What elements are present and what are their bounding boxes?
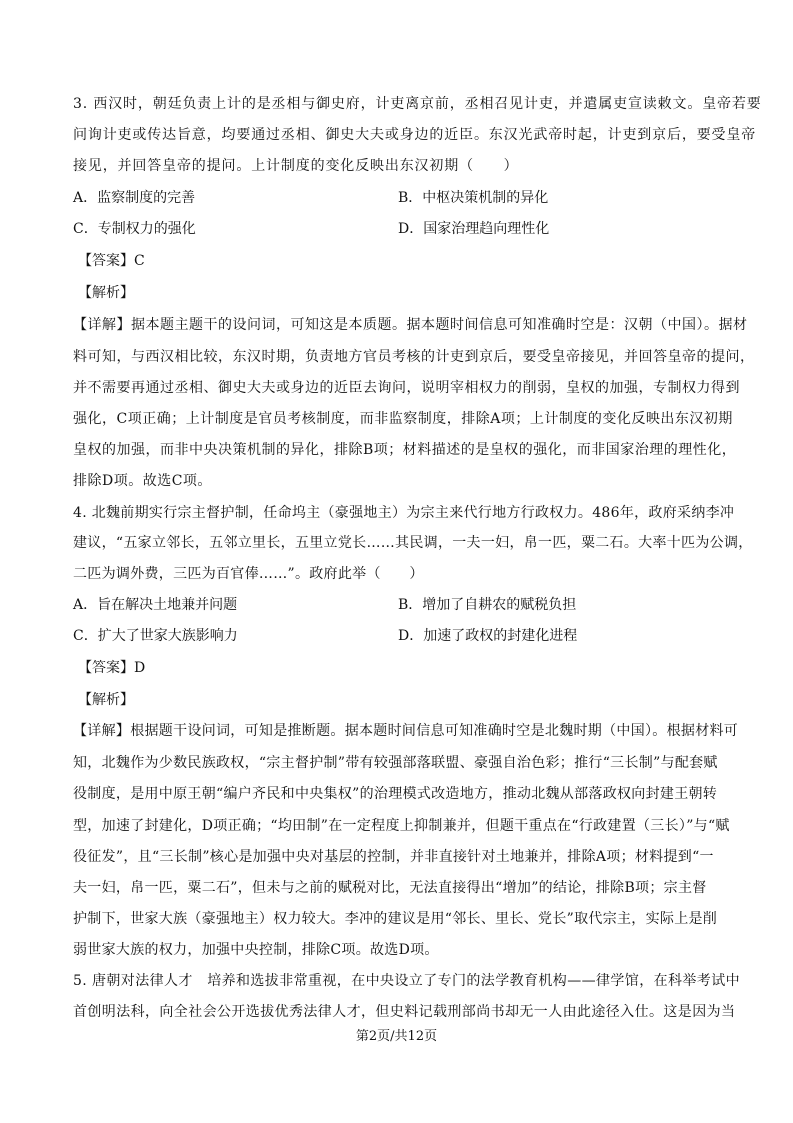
q3-option-c: C．专制权力的强化 xyxy=(73,221,196,237)
q3-analysis-label: 【解析】 xyxy=(78,285,134,301)
q4-analysis-line-8: 弱世家大族的权力，加强中央控制，排除C项。故选D项。 xyxy=(73,942,439,958)
q4-option-d: D．加速了政权的封建化进程 xyxy=(398,628,578,644)
q3-analysis-line-1: 【详解】据本题主题干的设问词，可知这是本质题。据本题时间信息可知准确时空是：汉朝（中国）。据材 xyxy=(73,317,748,333)
q4-analysis-label: 【解析】 xyxy=(78,692,134,708)
q3-option-a: A．监察制度的完善 xyxy=(73,190,196,206)
q4-stem-line-1: 4. 北魏前期实行宗主督护制，任命坞主（豪强地主）为宗主来代行地方行政权力。486年，政府采纳李冲 xyxy=(73,505,735,521)
q4-analysis-line-7: 护制下，世家大族（豪强地主）权力较大。李冲的建议是用“邻长、里长、党长”取代宗主，实际上是削 xyxy=(73,911,718,927)
q4-stem-line-2: 建议，“五家立邻长，五邻立里长，五里立党长……其民调，一夫一妇，帛一匹，粟二石。大率十匹为公调， xyxy=(73,535,753,551)
q4-option-a: A．旨在解决土地兼并问题 xyxy=(73,597,238,613)
q3-stem-line-3: 接见，并回答皇帝的提问。上计制度的变化反映出东汉初期（ ） xyxy=(73,158,519,174)
q3-analysis-line-5: 皇权的加强，而非中央决策机制的异化，排除B项；材料描述的是皇权的强化，而非国家治理的理性化， xyxy=(73,442,737,458)
q4-option-b: B．增加了自耕农的赋税负担 xyxy=(398,597,577,613)
q5-stem-line-2: 首创明法科，向全社会公开选拔优秀法律人才，但史料记载刑部尚书却无一人由此途径入仕。这是因为当 xyxy=(73,1004,736,1020)
q3-option-d: D．国家治理趋向理性化 xyxy=(398,221,550,237)
q4-option-c: C．扩大了世家大族影响力 xyxy=(73,628,238,644)
q3-stem-line-2: 问询计吏或传达旨意，均要通过丞相、御史大夫或身边的近臣。东汉光武帝时起，计吏到京后，要受皇帝 xyxy=(73,127,757,143)
q4-analysis-line-6: 夫一妇，帛一匹，粟二石”，但未与之前的赋税对比，无法直接得出“增加”的结论，排除B项；宗主督 xyxy=(73,880,707,896)
q3-analysis-line-6: 排除D项。故选C项。 xyxy=(73,473,212,489)
page-footer: 第2页/共12页 xyxy=(355,1029,438,1044)
q4-analysis-line-5: 役征发”，且“三长制”核心是加强中央对基层的控制，并非直接针对土地兼并，排除A项；材料提到“一 xyxy=(73,849,714,865)
q4-analysis-line-4: 型，加速了封建化，D项正确；“均田制”在一定程度上抑制兼并，但题干重点在“行政建置（三长）”与“赋 xyxy=(73,818,730,834)
q5-stem-line-1: 5. 唐朝对法律人才 培养和选拔非常重视，在中央设立了专门的法学教育机构——律学馆，在科举考试中 xyxy=(73,973,741,989)
q3-analysis-line-3: 并不需要再通过丞相、御史大夫或身边的近臣去询问，说明宰相权力的削弱，皇权的加强，专制权力得到 xyxy=(73,380,740,396)
q3-analysis-line-2: 料可知，与西汉相比较，东汉时期，负责地方官员考核的计吏到京后，要受皇帝接见，并回答皇帝的提问， xyxy=(73,349,755,365)
q3-stem-line-1: 3. 西汉时，朝廷负责上计的是丞相与御史府，计吏离京前，丞相召见计吏，并遣属吏宣读敕文。皇帝若要 xyxy=(73,96,762,112)
q3-answer: 【答案】C xyxy=(78,253,145,269)
q4-analysis-line-2: 知，北魏作为少数民族政权，“宗主督护制”带有较强部落联盟、豪强自治色彩；推行“三长制”与配套赋 xyxy=(73,755,718,771)
q3-option-b: B．中枢决策机制的异化 xyxy=(398,190,549,206)
q4-stem-line-3: 二匹为调外费，三匹为百官俸……”。政府此举（ ） xyxy=(73,566,424,582)
q3-analysis-line-4: 强化，C项正确；上计制度是官员考核制度，而非监察制度，排除A项；上计制度的变化反映出东汉初期 xyxy=(73,411,733,427)
q4-answer: 【答案】D xyxy=(78,660,146,676)
q4-analysis-line-1: 【详解】根据题干设问词，可知是推断题。据本题时间信息可知准确时空是北魏时期（中国）。根据材料可 xyxy=(73,723,739,739)
q4-analysis-line-3: 役制度，是用中原王朝“编户齐民和中央集权”的治理模式改造地方，推动北魏从部落政权向封建王朝转 xyxy=(73,786,718,802)
